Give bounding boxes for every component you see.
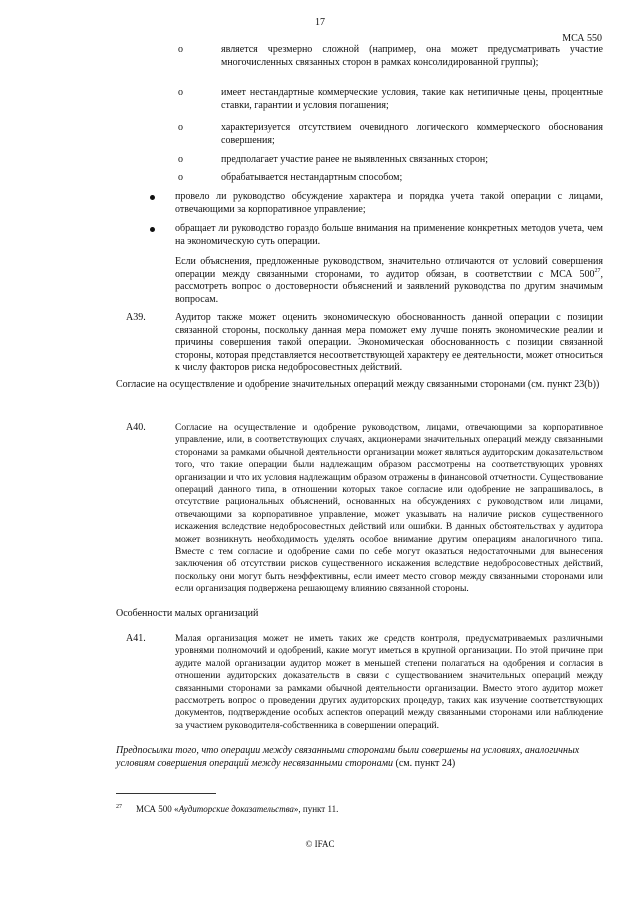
copyright-footer: © IFAC	[305, 839, 335, 849]
paragraph-a40: Согласие на осуществление и одобрение руководством, лицами, отвечающими за корпоративное управление, или, в соответствующих случаях, акционерами значительных операций между связанными сторонами за рамками обычной деятельности организации может являться аудиторским доказательством того, что такие операции были надлежащим образом рассмотрены на соответствующих уровнях организации и что их условия надлежащим образом отражены в финансовой отчетности. Существование операций данного типа, в отношении которых такое согласие или одобрение не запрашивалось, в отсутствие рациональных объяснений, основанных на обсуждениях с руководством или лицами, отвечающими за корпоративное управление, может указывать на наличие рисков существенного искажения вследствие недобросовестных действий или ошибки. В данных обстоятельствах у аудитора может возникнуть необходимость уделять особое внимание другим операциям аналогичного типа. Вместе с тем согласие и одобрение сами по себе могут оказаться недостаточными для вынесения заключения об отсутствии рисков существенного искажения вследствие недобросовестных действий, поскольку они могут быть неэффективны, если имеет место сговор между связанными сторонами или если организация подвержена решающему влиянию связанной стороны.	[175, 423, 603, 595]
italic-section-heading: Предпосылки того, что операции между связанными сторонами были совершены на условиях, аналогичных условиям совершения операций между несвязанными сторонами (см. пункт 24)	[116, 745, 580, 769]
list-item: провело ли руководство обсуждение характера и порядка учета такой операции с лицами, отвечающими за корпоративное управление;	[175, 191, 603, 215]
footnote-ref: 27	[594, 267, 601, 274]
sub-bullet-marker: o	[178, 44, 183, 55]
footnote-divider	[116, 793, 216, 794]
sub-bullet-marker: o	[178, 154, 183, 165]
paragraph-a41: Малая организация может не иметь таких же средств контроля, предусматриваемых различными уровнями полномочий и одобрений, какие могут иметься в крупной организации. По этой причине при аудите малой организации аудитор может в меньшей степени полагаться на одобрения и согласия в отношении аудиторских доказательств в связи с существованием значительных операций между связанными сторонами за рамками обычной деятельности организации. Вместо этого аудитор может рассмотреть вопрос о проведении других аудиторских процедур, таких как изучение соответствующих документов, подтверждение особых аспектов операций между связанными сторонами или наблюдение за участием руководителя-собственника в совершении операций.	[175, 634, 603, 731]
document-code: МСА 550	[562, 33, 602, 44]
list-item: предполагает участие ранее не выявленных связанных сторон;	[221, 154, 488, 165]
list-item: является чрезмерно сложной (например, она может предусматривать участие многочисленных связанных сторон в рамках консолидированной группы);	[221, 44, 603, 68]
list-item: имеет нестандартные коммерческие условия, такие как нетипичные цены, процентные ставки, гарантии и условия погашения;	[221, 87, 603, 111]
list-item: обрабатывается нестандартным способом;	[221, 172, 403, 183]
paragraph-number: A40.	[126, 422, 146, 433]
paragraph-a39: Аудитор также может оценить экономическую обоснованность данной операции с позиции связанной стороны, поскольку данная мера поможет ему лучше понять экономические реалии и причины совершения такой операции. Экономическая обоснованность с позиции связанной стороны, которая представляется несоответствующей характеру ее деятельности, может относиться к числу факторов риска недобросовестных действий.	[175, 312, 603, 373]
section-heading: Особенности малых организаций	[116, 608, 259, 619]
sub-bullet-marker: o	[178, 87, 183, 98]
bullet-icon	[150, 227, 155, 232]
paragraph-number: A41.	[126, 633, 146, 644]
explanation-paragraph: Если объяснения, предложенные руководством, значительно отличаются от условий совершения операции между связанными сторонами, то аудитор обязан, в соответствии с МСА $500^{27}$, рассмотреть вопрос о достоверности объяснений и заявлений руководства по другим значимым вопросам.	[175, 256, 603, 305]
sub-bullet-marker: o	[178, 122, 183, 133]
footnote: $^{27}$ МСА 500 «Аудиторские доказательства», пункт 11.	[116, 804, 339, 814]
sub-bullet-marker: o	[178, 172, 183, 183]
section-heading: Согласие на осуществление и одобрение значительных операций между связанными сторонами (см. пункт 23(b))	[116, 379, 600, 390]
paragraph-number: A39.	[126, 312, 146, 323]
page-number: 17	[315, 17, 325, 28]
list-item: обращает ли руководство гораздо больше внимания на применение конкретных методов учета, чем на экономическую суть операции.	[175, 223, 603, 247]
list-item: характеризуется отсутствием очевидного логического коммерческого обоснования совершения;	[221, 122, 603, 146]
bullet-icon	[150, 195, 155, 200]
